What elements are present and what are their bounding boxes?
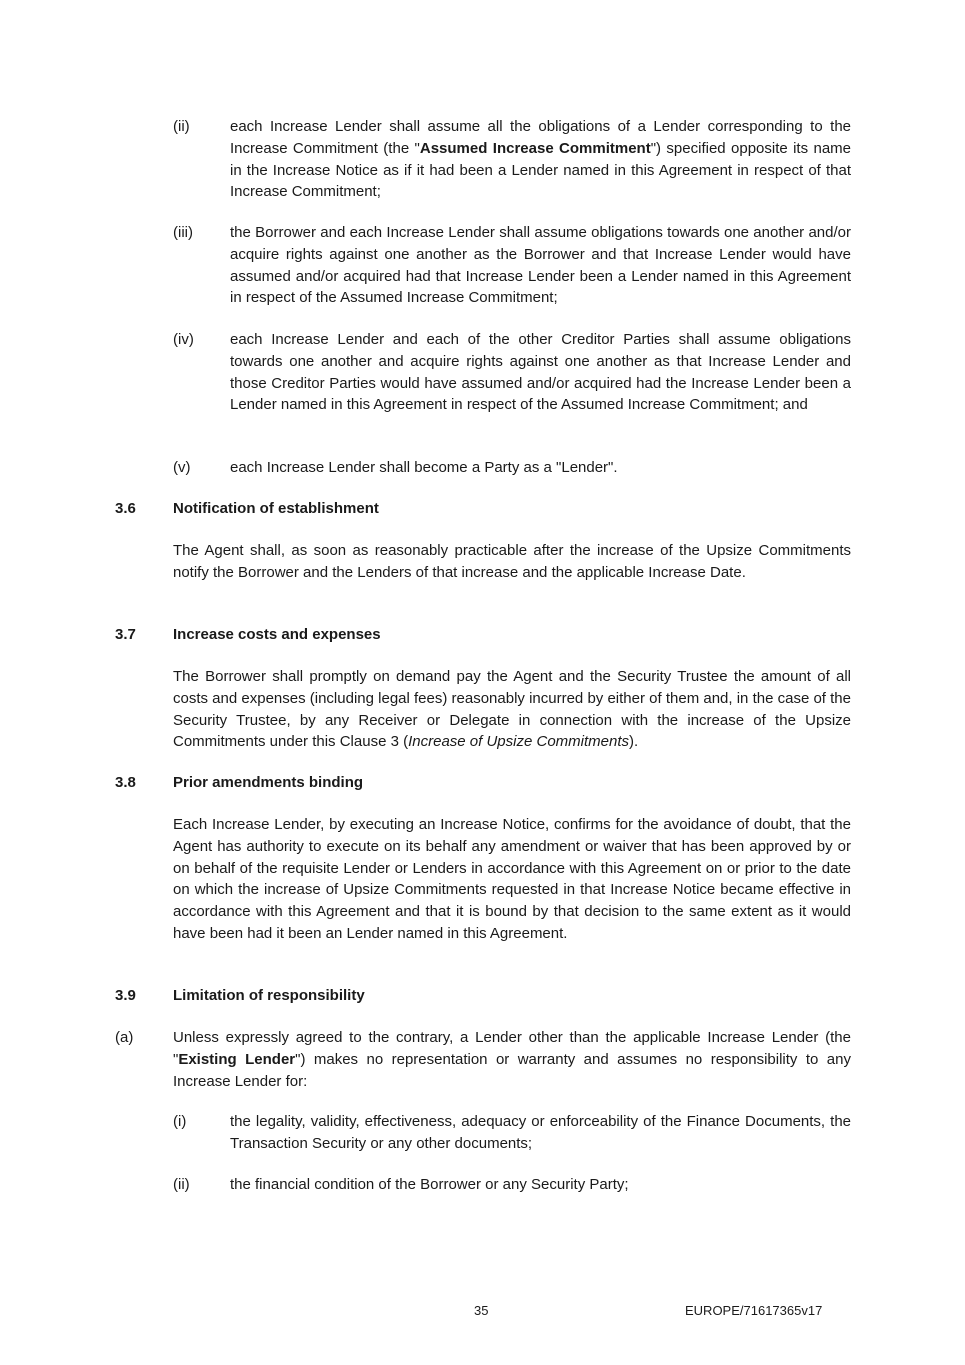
section-heading: Notification of establishment bbox=[173, 500, 379, 517]
section-heading: Prior amendments binding bbox=[173, 774, 364, 791]
list-item-text: the legality, validity, effectiveness, adequacy or enforceability of the Finance Documents, the Transaction Security or any other documents; bbox=[230, 1113, 851, 1152]
list-item-text: each Increase Lender shall become a Party as a "Lender". bbox=[230, 459, 618, 476]
list-item-number: (i) bbox=[173, 1113, 187, 1130]
list-item-text: the financial condition of the Borrower or any Security Party; bbox=[230, 1176, 629, 1193]
list-item-number: (ii) bbox=[173, 118, 190, 135]
section-body: The Borrower shall promptly on demand pay the Agent and the Security Trustee the amount of all costs and expenses (including legal fees) reasonably incurred by either of them and, in the case of the Security Trustee, by any Receiver or Delegate in connection with the increase of the Upsize Commitments under this Clause 3 (Increase of Upsize Commitments). bbox=[173, 668, 851, 751]
list-item-text: the Borrower and each Increase Lender shall assume obligations towards one another and/or acquire rights against one another as the Borrower and that Increase Lender would have assumed and/or acquired had that Increase Lender been a Lender named in this Agreement in respect of the Assumed Increase Commitment; bbox=[230, 224, 851, 307]
list-item-number: (v) bbox=[173, 459, 191, 476]
document-reference: EUROPE/71617365v17 bbox=[685, 1303, 823, 1318]
list-item-number: (ii) bbox=[173, 1176, 190, 1193]
list-item-number: (iii) bbox=[173, 224, 193, 241]
clause-title: Increase of Upsize Commitments bbox=[408, 733, 629, 751]
paragraph-number: (a) bbox=[115, 1029, 134, 1046]
paragraph-text: Unless expressly agreed to the contrary, a Lender other than the applicable Increase Lender (the "Existing Lender") makes no representation or warranty and assumes no responsibility to any Increase Lender for: bbox=[173, 1029, 851, 1090]
defined-term: Existing Lender bbox=[178, 1050, 296, 1068]
section-number: 3.7 bbox=[115, 626, 136, 643]
section-heading: Increase costs and expenses bbox=[173, 626, 381, 643]
section-number: 3.9 bbox=[115, 987, 136, 1004]
section-body: Each Increase Lender, by executing an Increase Notice, confirms for the avoidance of doubt, that the Agent has authority to execute on its behalf any amendment or waiver that has been approved by or on behalf of the requisite Lender or Lenders in accordance with this Agreement on or prior to the date on which the increase of Upsize Commitments requested in that Increase Notice became effective in accordance with this Agreement and that it is bound by that decision to the same extent as it would have been had it been an Lender named in this Agreement. bbox=[173, 816, 851, 942]
list-item-text: each Increase Lender and each of the other Creditor Parties shall assume obligations towards one another and acquire rights against one another as that Increase Lender and those Creditor Parties would have assumed and/or acquired had the Increase Lender been a Lender named in this Agreement in respect of the Assumed Increase Commitment; and bbox=[230, 331, 851, 414]
section-body: The Agent shall, as soon as reasonably practicable after the increase of the Upsize Commitments notify the Borrower and the Lenders of that increase and the applicable Increase Date. bbox=[173, 542, 851, 581]
section-number: 3.6 bbox=[115, 500, 136, 517]
page-number: 35 bbox=[474, 1303, 489, 1318]
section-number: 3.8 bbox=[115, 774, 136, 791]
section-heading: Limitation of responsibility bbox=[173, 987, 365, 1004]
list-item-number: (iv) bbox=[173, 331, 194, 348]
list-item-text: each Increase Lender shall assume all the obligations of a Lender corresponding to the Increase Commitment (the "Assumed Increase Commitment") specified opposite its name in the Increase Notice as if it had been a Lender named in this Agreement in respect of that Increase Commitment; bbox=[230, 118, 852, 201]
defined-term: Assumed Increase Commitment bbox=[419, 139, 651, 157]
